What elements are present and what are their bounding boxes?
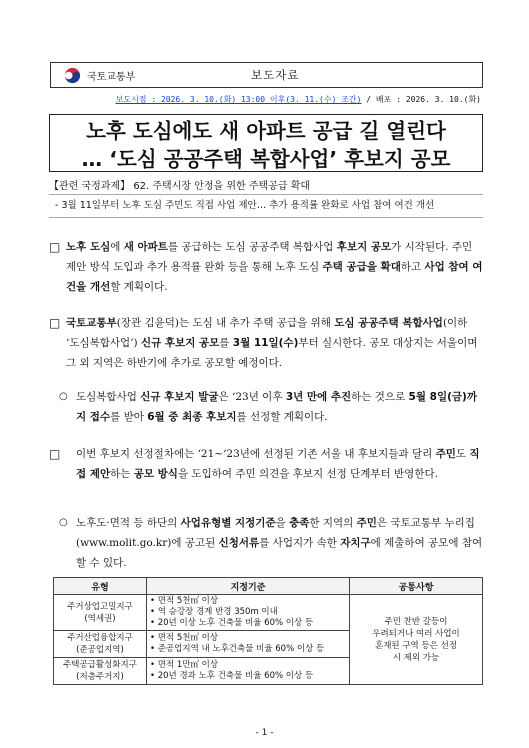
embargo-line (116, 94, 481, 105)
p3-text: 를 받아 (110, 411, 148, 423)
p1-bold: 주택 공급을 확대 (322, 261, 401, 273)
p2-bold: 국토교통부 (66, 317, 117, 329)
p5-text: 를 사업지가 속한 (259, 537, 341, 549)
type-cell (54, 595, 147, 631)
common-notes-cell (350, 595, 483, 685)
type-cell (54, 631, 147, 658)
criteria-item: • 준공업지역 내 노후건축물 비율 60% 이상 등 (150, 644, 346, 655)
designation-criteria-table (53, 577, 483, 685)
p1-text: 할 계획이다. (110, 281, 168, 293)
common-note-line: 우려되거나 여러 사업이 (372, 628, 460, 639)
criteria-item: • 면적 5천㎡ 이상 (150, 633, 346, 644)
common-note-line: 주민 찬반 갈등이 (384, 616, 448, 627)
table-row (54, 595, 483, 631)
p2-text: (장관 김윤덕)는 도심 내 추가 주택 공급을 위해 (116, 317, 335, 329)
p5-text: 한 지역의 (309, 517, 357, 529)
p1-bold: 새 아파트 (123, 241, 168, 253)
p3-text: 도심복합사업 (76, 391, 141, 403)
criteria-item: • 20년 경과 노후 건축물 비율 60% 이상 등 (150, 671, 346, 682)
p5-text: 은 국토교통부 누리집(www.molit.go.kr)에 공고된 (76, 517, 475, 549)
title-line-1: 노후 도심에도 새 아파트 공급 길 열린다 (86, 119, 446, 143)
p3-bold: 5월 8일(금)까지 접수 (76, 391, 477, 423)
p2-text: 부터 실시한다. 공모 대상지는 서울이며 그 외 지역은 하반기에 추가로 공모할 예정이다. (66, 337, 478, 369)
paragraph-4 (76, 444, 484, 484)
circle-bullet-icon: ○ (59, 391, 68, 402)
distribution-date: / 배포 : 2026. 3. 10.(화) (361, 95, 481, 104)
p3-text: 은 ‘23년 이후 (218, 391, 286, 403)
p4-text: 이번 후보지 선정절차에는 ‘21~‘23년에 선정된 기존 서울 내 후보지들과 달리 (76, 448, 436, 460)
p3-bold: 신규 후보지 발굴 (140, 391, 219, 403)
criteria-cell (147, 631, 350, 658)
p4-bold: 직접 제안 (76, 448, 480, 480)
p1-bold: 노후 도심 (66, 241, 111, 253)
type-name: 주거산업융합지구 (67, 633, 133, 643)
p5-bold: 주민 (356, 517, 377, 529)
subtitle-line: - 3월 11일부터 노후 도심 주민도 직접 사업 제안… 추가 용적률 완화로 사업 참여 여건 개선 (49, 194, 483, 218)
related-policy-text: 62. 주택시장 안정을 위한 주택공급 확대 (130, 181, 311, 192)
related-policy-label: 【관련 국정과제】 (49, 181, 131, 192)
criteria-item: • 역 승강장 경계 반경 350m 이내 (150, 607, 346, 618)
p5-text: 에 제출하여 공모에 참여할 수 있다. (76, 537, 483, 569)
table-header-type: 유형 (54, 578, 147, 595)
p4-text: 하는 (110, 468, 134, 480)
p1-bold: 후보지 공모 (336, 241, 392, 253)
p3-bold: 6월 중 최종 후보지 (147, 411, 237, 423)
related-policy (49, 177, 310, 192)
p1-text: 에 (110, 241, 124, 253)
p1-bold: 사업 참여 여건을 개선 (66, 261, 483, 293)
p4-bold: 공모 방식 (133, 468, 178, 480)
circle-bullet-icon: ○ (59, 517, 68, 528)
korea-taegeuk-logo-icon (63, 66, 82, 85)
table-header-row (54, 578, 483, 595)
type-name: 주택공급활성화지구 (63, 660, 137, 670)
p5-bold: 충족 (289, 517, 310, 529)
p5-bold: 사업유형별 지정기준 (180, 517, 276, 529)
table-header-common: 공통사항 (350, 578, 483, 595)
press-header (50, 62, 483, 88)
p1-text: 가 시작된다. 주민 제안 방식 도입과 추가 용적률 완화 등을 통해 노후 도심 (66, 241, 473, 273)
square-bullet-icon: □ (49, 240, 61, 254)
criteria-cell (147, 658, 350, 685)
type-name: 주거상업고밀지구 (67, 601, 133, 612)
p3-text: 하는 것으로 (351, 391, 409, 403)
title-line-2: … ‘도심 공공주택 복합사업’ 후보지 공모 (81, 147, 451, 171)
p2-bold: 3월 11일(수) (232, 337, 299, 349)
p2-text: 를 (219, 337, 233, 349)
type-sub: (준공업지역) (76, 645, 124, 655)
paragraph-5 (76, 513, 484, 573)
p5-text: 을 (275, 517, 290, 529)
paragraph-1 (66, 237, 484, 297)
p2-bold: 도심 공공주택 복합사업 (334, 317, 443, 329)
square-bullet-icon: □ (49, 447, 61, 461)
common-note-line: 혼재된 구역 등은 선정 (374, 640, 457, 651)
page-number: - 1 - (255, 728, 274, 738)
embargo-time-link[interactable]: 보도시점 : 2026. 3. 10.(화) 13:00 이후(3. 11.(수) 조간) (115, 95, 362, 104)
press-release-label: 보도자료 (251, 68, 300, 82)
paragraph-2 (66, 313, 484, 373)
type-sub: (저층주거지) (76, 672, 124, 682)
criteria-item: • 면적 5천㎡ 이상 (150, 596, 346, 607)
p3-bold: 3년 만에 추진 (285, 391, 352, 403)
p5-bold: 신청서류 (218, 537, 260, 549)
p3-text: 를 선정할 계획이다. (236, 411, 328, 423)
p5-bold: 자치구 (340, 537, 371, 549)
title-box (49, 114, 483, 172)
common-note-line: 시 제외 가능 (392, 652, 440, 663)
p1-text: 하고 (400, 261, 425, 273)
ministry-name: 국토교통부 (87, 72, 136, 83)
p2-bold: 신규 후보지 공모 (140, 337, 220, 349)
criteria-item: • 면적 1만㎡ 이상 (150, 660, 346, 671)
p4-text: 도 (455, 448, 470, 460)
p4-text: 을 도입하여 주민 의견을 후보지 선정 단계부터 반영한다. (177, 468, 438, 480)
p5-text: 노후도·면적 등 하단의 (76, 517, 181, 529)
criteria-item: • 20년 이상 노후 건축물 비율 60% 이상 등 (150, 618, 346, 629)
type-cell (54, 658, 147, 685)
type-sub: (역세권) (84, 613, 116, 624)
p2-text: (이하 ‘도심복합사업’) (66, 317, 468, 349)
p1-text: 를 공급하는 도심 공공주택 복합사업 (167, 241, 337, 253)
criteria-cell (147, 595, 350, 631)
paragraph-3 (76, 387, 484, 427)
p4-bold: 주민 (435, 448, 456, 460)
table-header-criteria: 지정기준 (147, 578, 350, 595)
square-bullet-icon: □ (49, 316, 61, 330)
